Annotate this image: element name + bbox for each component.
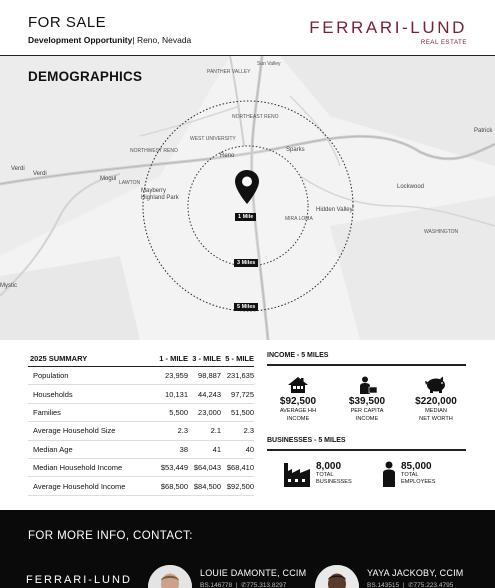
employees-label-line2: EMPLOYEES: [401, 479, 436, 485]
row-1-mile: 5,500: [169, 407, 188, 417]
map-label-northwest-reno: NORTHWEST RENO: [130, 148, 178, 154]
row-3-mile: 23,000: [198, 407, 221, 417]
income-label-line2: INCOME: [355, 416, 379, 422]
row-3-mile: 44,243: [198, 389, 221, 399]
for-sale-title: FOR SALE: [28, 14, 107, 31]
table-row: [28, 385, 254, 403]
summary-header-3-mile: 3 - MILE: [192, 353, 221, 363]
row-label: Median Household Income: [33, 463, 123, 473]
map-label-panther-valley: PANTHER VALLEY: [207, 69, 251, 75]
map-label-sparks: Sparks: [286, 147, 305, 153]
phone-icon: ✆: [241, 582, 247, 588]
map-label-reno: Reno: [220, 153, 235, 159]
table-row: [28, 404, 254, 422]
row-5-mile: 51,500: [231, 407, 254, 417]
map-label-sun-valley: Sun Valley: [257, 61, 281, 67]
income-divider: [267, 364, 466, 366]
agent-name: YAYA JACKOBY, CCIM: [367, 568, 464, 578]
map-label-patrick: Patrick: [474, 128, 493, 134]
income-label-line1: PER CAPITA: [350, 408, 384, 414]
employees-label-line1: TOTAL: [401, 472, 419, 478]
income-label-line1: MEDIAN: [425, 408, 447, 414]
table-row: [28, 422, 254, 440]
row-5-mile: 40: [245, 444, 254, 454]
radius-3-mile-label: 3 Miles: [234, 259, 258, 267]
row-1-mile: 2.3: [177, 426, 188, 436]
income-stat-avg-hh: [266, 376, 330, 423]
agent-license-number: BS.146778: [200, 582, 233, 588]
row-1-mile: $68,500: [160, 481, 188, 491]
person-money-icon: [357, 376, 377, 394]
map-label-verdi: Verdi: [11, 166, 25, 172]
agent-photo-icon: [315, 565, 359, 588]
income-label-line2: NET WORTH: [419, 416, 453, 422]
business-divider: [267, 449, 466, 451]
table-row: [28, 477, 254, 495]
avatar: [148, 565, 192, 588]
map-label-mira-loma: MIRA LOMA: [285, 216, 313, 222]
row-3-mile: 2.1: [210, 426, 221, 436]
row-label: Population: [33, 371, 69, 381]
row-5-mile: $68,410: [226, 463, 254, 473]
summary-header-5-mile: 5 - MILE: [225, 353, 254, 363]
table-row: [28, 367, 254, 385]
map-label-mogul: Mogul: [100, 176, 117, 182]
map-label-west-university: WEST UNIVERSITY: [190, 136, 236, 142]
business-stat-total: [283, 461, 352, 487]
map-label-mystic: Mystic: [0, 283, 17, 289]
table-row: [28, 459, 254, 477]
business-label-line2: BUSINESSES: [316, 479, 352, 485]
phone-icon: ✆: [408, 582, 414, 588]
summary-table: [28, 350, 254, 496]
header: [0, 0, 495, 56]
footer-brand: FERRARI-LUND: [26, 574, 132, 586]
row-label: Average Household Size: [33, 426, 116, 436]
demographics-map: [0, 56, 495, 340]
agent-name: LOUIE DAMONTE, CCIM: [200, 568, 307, 578]
agent-phone[interactable]: 775.223.4795: [413, 582, 454, 588]
row-5-mile: $92,500: [226, 481, 254, 491]
row-label: Average Household Income: [33, 481, 126, 491]
person-icon: [382, 461, 396, 487]
income-label-line1: AVERAGE HH: [279, 408, 317, 414]
map-label-lockwood: Lockwood: [397, 184, 425, 190]
agent-license-number: BS.143515: [367, 582, 400, 588]
radius-1-mile-label: 1 Mile: [235, 213, 256, 221]
row-3-mile: 41: [212, 444, 221, 454]
brand-subtitle: REAL ESTATE: [420, 40, 467, 46]
contact-title: FOR MORE INFO, CONTACT:: [28, 530, 193, 542]
house-icon: [286, 376, 310, 394]
map-label-northeast-reno: NORTHEAST RENO: [232, 114, 279, 120]
table-row: [28, 441, 254, 459]
business-label-line1: TOTAL: [316, 472, 334, 478]
agent-license: BS.146778 | ✆775.313.8297: [200, 582, 287, 588]
row-5-mile: 97,725: [231, 389, 254, 399]
row-3-mile: 98,887: [198, 371, 221, 381]
row-3-mile: $84,500: [193, 481, 221, 491]
map-label-verdi-2: Verdi: [33, 171, 47, 177]
avatar: [315, 565, 359, 588]
map-label-hidden-valley: Hidden Valley: [316, 207, 353, 213]
brand-name: FERRARI-LUND: [309, 18, 467, 37]
listing-type: Development Opportunity: [28, 35, 133, 45]
row-1-mile: 38: [179, 444, 188, 454]
map-label-washington: WASHINGTON: [424, 229, 459, 235]
business-stat-employees: [382, 461, 436, 487]
income-value: $92,500: [279, 396, 317, 407]
agent-card[interactable]: [315, 565, 463, 588]
income-title: INCOME - 5 MILES: [267, 352, 329, 359]
income-stat-net-worth: [404, 376, 468, 423]
summary-header-1-mile: 1 - MILE: [159, 353, 188, 363]
listing-location: | Reno, Nevada: [132, 35, 192, 45]
map-label-lawton: LAWTON: [119, 180, 141, 186]
factory-icon: [283, 461, 311, 487]
employees-value: 85,000: [401, 461, 432, 472]
map-label-mayberry: Mayberry Highland Park: [141, 188, 179, 201]
row-3-mile: $64,043: [193, 463, 221, 473]
summary-header-row: [28, 350, 254, 367]
row-label: Families: [33, 407, 61, 417]
radius-5-mile-label: 5 Miles: [234, 303, 258, 311]
agent-license: BS.143515 | ✆775.223.4795: [367, 582, 454, 588]
agent-card[interactable]: [148, 565, 306, 588]
location-pin-icon: [235, 170, 259, 204]
listing-subtitle: [28, 35, 191, 45]
business-value: 8,000: [316, 461, 342, 472]
row-label: Households: [33, 389, 73, 399]
row-1-mile: $53,449: [160, 463, 188, 473]
row-5-mile: 231,635: [226, 371, 254, 381]
row-label: Median Age: [33, 444, 73, 454]
summary-header-label: 2025 SUMMARY: [30, 353, 88, 363]
row-1-mile: 10,131: [165, 389, 188, 399]
piggy-bank-icon: [424, 376, 448, 394]
income-value: $220,000: [415, 396, 457, 407]
row-1-mile: 23,959: [165, 371, 188, 381]
business-title: BUSINESSES - 5 MILES: [267, 437, 346, 444]
row-5-mile: 2.3: [243, 426, 254, 436]
income-value: $39,500: [348, 396, 386, 407]
brand-logo: [309, 18, 467, 46]
agent-photo-icon: [148, 565, 192, 588]
income-stat-per-capita: [335, 376, 399, 423]
income-label-line2: INCOME: [286, 416, 310, 422]
contact-footer: [0, 510, 495, 588]
agent-phone[interactable]: 775.313.8297: [246, 582, 287, 588]
demographics-title: DEMOGRAPHICS: [28, 69, 143, 84]
